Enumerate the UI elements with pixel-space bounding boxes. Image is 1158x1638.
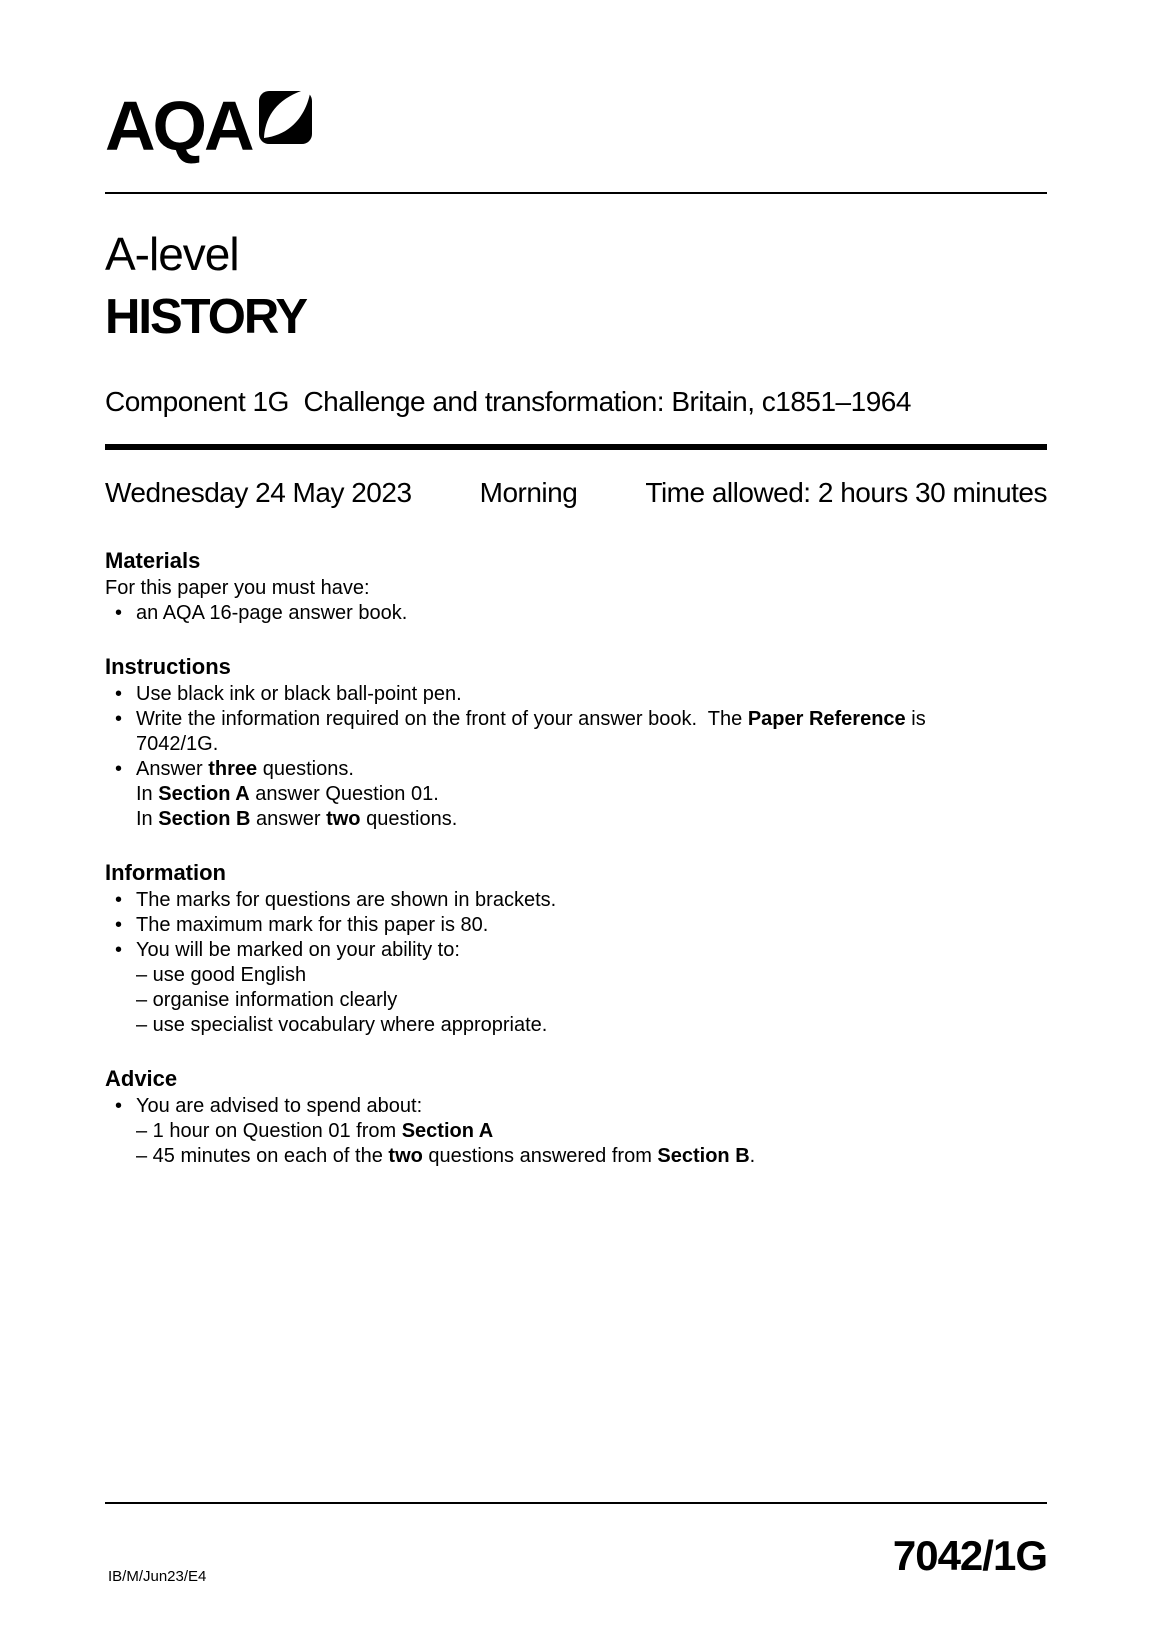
bullet-icon: •	[115, 939, 123, 961]
continuation-line: – organise information clearly	[136, 989, 398, 1011]
section-heading: Information	[105, 860, 226, 885]
footer-divider	[105, 1502, 1047, 1504]
section-information	[105, 858, 1047, 1038]
component-line: Component 1G Challenge and transformation: Britain, c1851–1964	[105, 386, 911, 417]
subject-title: HISTORY	[105, 290, 307, 344]
bullet-icon: •	[115, 1095, 123, 1117]
continuation-line: In Section B answer two questions.	[136, 808, 458, 830]
page-content	[105, 0, 1047, 1638]
bullet-icon: •	[115, 889, 123, 911]
bullet-text: an AQA 16-page answer book.	[136, 602, 408, 624]
time-allowed: Time allowed: 2 hours 30 minutes	[645, 477, 1047, 508]
bullet-item	[105, 913, 1047, 938]
paper-code: 7042/1G	[892, 1532, 1047, 1579]
section-heading: Advice	[105, 1066, 178, 1091]
bullet-item	[105, 757, 1047, 782]
bullet-text: You are advised to spend about:	[136, 1095, 423, 1117]
bullet-text: Write the information required on the front of your answer book. The Paper Reference is	[136, 708, 926, 730]
reference-code: IB/M/Jun23/E4	[108, 1568, 207, 1585]
bullet-icon: •	[115, 708, 123, 730]
front-page-sections	[105, 546, 1047, 1169]
continuation-line: – 45 minutes on each of the two questions answered from Section B.	[136, 1145, 756, 1167]
bullet-icon: •	[115, 914, 123, 936]
bullet-icon: •	[115, 758, 123, 780]
continuation-line: – 1 hour on Question 01 from Section A	[136, 1120, 494, 1142]
qualification-title: A-level	[105, 228, 239, 280]
aqa-logo	[105, 84, 1047, 168]
exam-date: Wednesday 24 May 2023	[105, 477, 412, 508]
bullet-text: Use black ink or black ball-point pen.	[136, 683, 462, 705]
aqa-logo-text: AQA	[105, 87, 252, 165]
bullet-icon: •	[115, 683, 123, 705]
continuation-line: 7042/1G.	[136, 733, 219, 755]
exam-session: Morning	[479, 477, 578, 508]
section-heading: Instructions	[105, 654, 231, 679]
aqa-leaf-icon	[258, 86, 314, 144]
section-instructions	[105, 652, 1047, 832]
bullet-icon: •	[115, 602, 123, 624]
bullet-item	[105, 938, 1047, 963]
continuation-line: – use good English	[136, 964, 307, 986]
continuation-line: In Section A answer Question 01.	[136, 783, 439, 805]
section-advice	[105, 1064, 1047, 1169]
title-divider	[105, 444, 1047, 450]
bullet-item	[105, 707, 1047, 732]
bullet-item	[105, 1094, 1047, 1119]
bullet-item	[105, 601, 1047, 626]
section-materials	[105, 546, 1047, 626]
continuation-line: – use specialist vocabulary where appropriate.	[136, 1014, 548, 1036]
session-line	[105, 476, 1047, 510]
masthead	[105, 84, 1047, 510]
bullet-text: The maximum mark for this paper is 80.	[136, 914, 489, 936]
bullet-item	[105, 682, 1047, 707]
bullet-text: Answer three questions.	[136, 758, 354, 780]
section-lead: For this paper you must have:	[105, 577, 370, 599]
bullet-item	[105, 888, 1047, 913]
masthead-divider	[105, 192, 1047, 194]
section-heading: Materials	[105, 548, 201, 573]
bullet-text: You will be marked on your ability to:	[136, 939, 460, 961]
bullet-text: The marks for questions are shown in brackets.	[136, 889, 557, 911]
